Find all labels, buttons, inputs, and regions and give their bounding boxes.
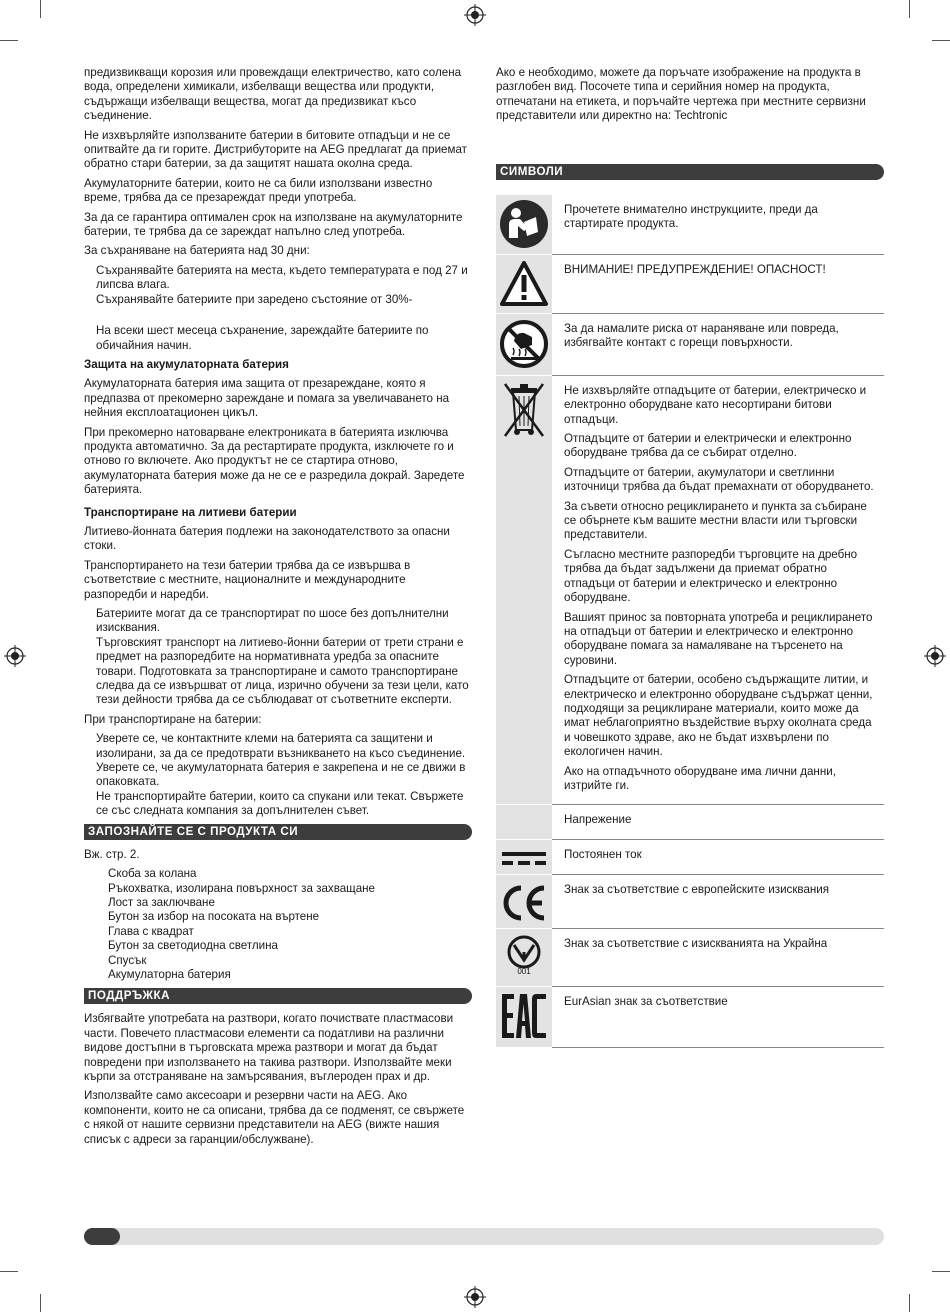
symbol-description: Отпадъците от батерии и електрически и електронно оборудване трябва да се събират отделно. (564, 432, 852, 460)
subheading: Транспортиране на литиеви батерии (84, 505, 297, 519)
symbol-description: Отпадъците от батерии, особено съдържащите литии, и електрическо и електронно оборудване съдържат ценни, подходящи за рециклиране материали, които може да имат неблагоприятно въздействие върху околната среда и човешкото здраве, ако не бъдат изхвърлени по екологичен начин. (564, 673, 873, 759)
table-row (496, 255, 884, 313)
list-item: Бутон за избор на посоката на въртене (108, 910, 320, 924)
ukraine-mark-label: 001 (517, 967, 531, 976)
registration-mark-icon (4, 645, 26, 667)
paragraph: Избягвайте употребата на разтвори, когато почиствате пластмасови части. Повечето пластмасови елементи са податливи на различни видове достъпни в търговската мрежа разтвори и могат да бъдат повредени при използването на такива разтвори. Използвайте меки кърпи за отстраняване на замърсявания, въглероден прах и др. (84, 1012, 454, 1083)
footer-bar (84, 1228, 884, 1245)
ukraine-mark-icon (504, 933, 544, 975)
list-item: Скоба за колана (108, 867, 197, 881)
symbol-description: ВНИМАНИЕ! ПРЕДУПРЕЖДЕНИЕ! ОПАСНОСТ! (564, 263, 826, 277)
table-row (496, 313, 884, 375)
table-row (496, 840, 884, 875)
symbols-table (496, 195, 884, 1048)
paragraph: Уверете се, че акумулаторната батерия е закрепена и не се движи в опаковката. (96, 761, 466, 789)
symbol-description: Ако на отпадъчното оборудване има лични данни, изтрийте ги. (564, 764, 836, 792)
direct-current-icon (500, 848, 548, 868)
right-column (496, 66, 884, 129)
crop-mark (0, 40, 18, 41)
symbols-section (496, 164, 884, 1048)
paragraph: Използвайте само аксесоари и резервни части на AEG. Ако компоненти, които не са описани, трябва да се подменят, се свържете с някой от нашите сервизни представители на AEG (вижте нашия списък с адреси за гаранции/обслужване). (84, 1089, 465, 1146)
crop-mark (909, 0, 910, 18)
symbol-description: За съвети относно рециклирането и пункта за събиране се обърнете към вашите местни власти или търговски представители. (564, 499, 867, 542)
list-item: Лост за заключване (108, 895, 215, 909)
paragraph: Акумулаторните батерии, които не са били използвани известно време, трябва да се презареждат преди употреба. (84, 176, 433, 205)
table-row (496, 929, 884, 987)
symbol-description: Знак за съответствие с изискванията на Украйна (564, 937, 828, 951)
crop-mark (40, 0, 41, 18)
crossed-bin-icon (501, 380, 547, 440)
page-number-pill (84, 1228, 120, 1245)
list-item: Глава с квадрат (108, 924, 194, 938)
section-heading-symbols: СИМВОЛИ (496, 164, 884, 180)
paragraph: Уверете се, че контактните клеми на батерията са защитени и изолирани, за да се предотврати възникването на късо съединение. (96, 732, 466, 760)
symbol-description: Не изхвърляйте отпадъците от батерии, електрическо и електронно оборудване като несортирани битови отпадъци. (564, 383, 867, 426)
paragraph: При прекомерно натоварване електрониката в батерията изключва продукта автоматично. За да рестартирате продукта, изключете го и отново го включете. Ако продуктът не се стартира отново, акумулаторната батерия може да не се е разредила докрай. Заредете батерията. (84, 425, 465, 497)
section-heading-product: ЗАПОЗНАЙТЕ СЕ С ПРОДУКТА СИ (84, 824, 472, 840)
paragraph: При транспортиране на батерии: (84, 712, 262, 726)
symbol-description: Отпадъците от батерии, акумулатори и светлинни източници трябва да бъдат премахнати от оборудването. (564, 465, 874, 494)
subheading: Защита на акумулаторната батерия (84, 357, 289, 371)
paragraph: Батериите могат да се транспортират по шосе без допълнителни изисквания. (96, 607, 449, 635)
paragraph: Транспортирането на тези батерии трябва да се извършва в съответствие с местните, националните и международните разпоредби и наредби. (84, 558, 411, 601)
table-row (496, 805, 884, 840)
crop-mark (909, 1294, 910, 1312)
symbol-description: Прочетете внимателно инструкциите, преди да стартирате продукта. (564, 203, 818, 231)
list-item: Акумулаторна батерия (108, 967, 231, 981)
table-row (496, 875, 884, 929)
paragraph: Търговският транспорт на литиево-йонни батерии от трети страни е предмет на разпоредбите на нормативната уредба за опасните товари. Подготовката за транспортиране и самото транспортиране следва да се извършват от лица, изрично обучени за тези цели, като тези дейности трябва да се съблюдават от съответните експерти. (96, 635, 469, 707)
section-heading-maintenance: ПОДДРЪЖКА (84, 988, 472, 1004)
crop-mark (0, 1271, 18, 1272)
parts-list (84, 867, 472, 982)
paragraph: На всеки шест месеца съхранение, зареждайте батериите по обичайния начин. (96, 324, 429, 352)
table-row (496, 195, 884, 255)
registration-mark-icon (464, 4, 486, 26)
list-item: Ръкохватка, изолирана повърхност за захващане (108, 881, 376, 895)
symbol-description: Съгласно местните разпоредби търговците на дребно трябва да бъдат задължени да приемат обратно отпадъци от батерии и електрическо и електронно оборудване. (564, 547, 858, 605)
symbol-description: Постоянен ток (564, 848, 642, 862)
paragraph: Ако е необходимо, можете да поръчате изображение на продукта в разглобен вид. Посочете типа и серийния номер на продукта, отпечатани на етикета, и поръчайте чертежа при местните сервизни представители или директно на: Techtronic (496, 66, 866, 123)
paragraph: Не транспортирайте батерии, които са спукани или текат. Свържете се със следната компания за допълнителен съвет. (96, 789, 464, 818)
paragraph: Акумулаторната батерия има защита от презареждане, която я предпазва от прекомерно зареждане и помага за увеличаването на нейния експлоатационен цикъл. (84, 377, 450, 420)
list-item: Бутон за светодиодна светлина (108, 939, 278, 953)
ce-mark-icon (499, 883, 549, 923)
table-row (496, 987, 884, 1047)
no-hot-surface-icon (499, 319, 549, 369)
left-column (84, 66, 472, 1152)
symbol-description: Знак за съответствие с европейските изисквания (564, 883, 830, 897)
symbol-description: За да намалите риска от нараняване или повреда, избягвайте контакт с горещи повърхности. (564, 321, 839, 350)
read-manual-icon (498, 198, 550, 250)
symbol-description: EurAsian знак за съответствие (564, 995, 728, 1009)
warning-triangle-icon (499, 260, 549, 308)
list-item: Спусък (108, 953, 147, 967)
paragraph: Съхранявайте батерията на места, където температурата е под 27 и липсва влага. (96, 263, 468, 292)
paragraph: За съхраняване на батерията над 30 дни: (84, 244, 310, 258)
paragraph: Не изхвърляйте използваните батерии в битовите отпадъци и не се опитвайте да ги горите. Дистрибуторите на AEG предлагат да приемат обратно стари батерии, за да защитят нашата околна среда. (84, 128, 467, 171)
paragraph: Литиево-йонната батерия подлежи на законодателството за опасни стоки. (84, 524, 450, 553)
paragraph: предизвикващи корозия или провеждащи електричество, като солена вода, определени химикали, избелващи вещества или продукти, съдържащи избелващи вещества, могат да предизвикат късо съединение. (84, 66, 462, 123)
symbol-description: Вашият принос за повторната употреба и рециклирането на отпадъци от батерии и електрическо и електронно оборудване помага за намаляване на търсенето на суровини. (564, 610, 873, 667)
paragraph: За да се гарантира оптимален срок на използване на акумулаторните батерии, те трябва да се зареждат напълно след употреба. (84, 210, 463, 239)
table-row (496, 375, 884, 805)
eac-mark-icon (498, 990, 550, 1042)
registration-mark-icon (924, 645, 946, 667)
registration-mark-icon (464, 1286, 486, 1308)
crop-mark (932, 40, 950, 41)
symbol-description: Напрежение (564, 813, 632, 827)
crop-mark (40, 1294, 41, 1312)
paragraph: Съхранявайте батериите при заредено състояние от 30%- (96, 292, 413, 306)
paragraph: Вж. стр. 2. (84, 847, 140, 861)
crop-mark (932, 1271, 950, 1272)
